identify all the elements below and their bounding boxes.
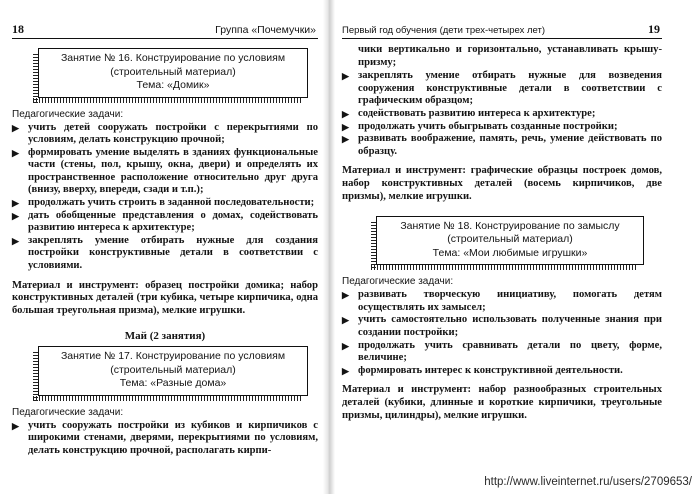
book-gutter [323, 0, 335, 494]
task-list-18 [342, 289, 662, 377]
lesson-box-16 [38, 48, 308, 98]
lesson-title: Занятие № 16. Конструирование по условиям [60, 52, 286, 64]
bullet-icon: ▶ [12, 147, 19, 158]
lesson-topic: Тема: «Домик» [136, 79, 210, 91]
lesson-title: Занятие № 18. Конструирование по замыслу [400, 219, 620, 232]
running-header [342, 22, 662, 39]
bullet-icon: ▶ [12, 122, 19, 133]
bullet-icon: ▶ [342, 121, 349, 132]
right-page-body [342, 44, 662, 423]
list-item: ▶ развивать воображение, память, речь, умение действовать по образцу. [342, 133, 662, 157]
bullet-icon: ▶ [12, 198, 19, 209]
lesson-subtitle: (строительный материал) [110, 65, 236, 78]
list-item: ▶ закреплять умение отбирать нужные для возведения сооружения конструктивные детали в соответствии с графическим образцом; [342, 70, 662, 107]
page-number: 19 [648, 22, 660, 36]
list-item: ▶ развивать творческую инициативу, помогать детям осуществлять их замысел; [342, 289, 662, 313]
continued-item-text: чики вертикально и горизонтально, устанавливать крышу-призму; [358, 44, 662, 68]
list-item: ▶ учить детей сооружать постройки с перекрытиями по условиям, делать конструкцию прочной; [12, 121, 318, 146]
lesson-topic: Тема: «Мои любимые игрушки» [432, 246, 588, 259]
lesson-box-18 [376, 216, 644, 266]
month-heading: Май (2 занятия) [124, 330, 206, 343]
bullet-icon: ▶ [12, 235, 19, 246]
lesson-box-17 [38, 346, 308, 396]
tasks-heading: Педагогические задачи: [342, 276, 454, 288]
bullet-icon: ▶ [342, 108, 349, 119]
bullet-icon: ▶ [342, 365, 349, 376]
lesson-title: Занятие № 17. Конструирование по условиям [60, 350, 286, 363]
bullet-icon: ▶ [342, 315, 349, 326]
bullet-icon: ▶ [342, 134, 349, 145]
list-item: ▶ содействовать развитию интереса к архитектуре; [342, 107, 596, 119]
list-item: ▶ продолжать учить обыгрывать созданные постройки; [342, 120, 618, 132]
list-item: ▶ продолжать учить строить в заданной последовательности; [12, 197, 315, 209]
bullet-icon: ▶ [12, 420, 19, 431]
running-head-title: Группа «Почемучки» [215, 24, 316, 36]
right-page [342, 0, 662, 494]
materials-paragraph: Материал и инструмент: образец постройки домика; набор конструктивных деталей (три кубика, четыре кирпичика, одна большая треугольная призма), мелкие игрушки. [12, 279, 318, 317]
bullet-icon: ▶ [342, 71, 349, 82]
tasks-heading: Педагогические задачи: [12, 406, 124, 418]
watermark-url: http://www.liveinternet.ru/users/2709653/ [484, 476, 692, 488]
list-item: ▶ закреплять умение отбирать нужные для создания постройки конструктивные детали в соответствии с условиями. [12, 234, 318, 272]
running-header [12, 22, 318, 39]
list-item: ▶ формировать интерес к конструктивной деятельности. [342, 364, 623, 376]
left-page-body [12, 44, 318, 457]
materials-paragraph: Материал и инструмент: набор разнообразных строительных деталей (кубики, длинные и короткие кирпичики, треугольные призмы, цилиндры), мелкие игрушки. [342, 384, 662, 421]
lesson-subtitle: (строительный материал) [447, 233, 573, 246]
list-item: ▶ формировать умение выделять в зданиях функциональные части (стены, пол, крышу, окна, двери) и определять их пространственное расположение относительно друг друга (внизу, вверху, впереди, сзади и т.п.); [12, 146, 318, 196]
task-list-17 [12, 420, 318, 458]
running-head-title: Первый год обучения (дети трех-четырех лет) [342, 25, 546, 36]
bullet-icon: ▶ [342, 340, 349, 351]
lesson-topic: Тема: «Разные дома» [119, 377, 227, 390]
list-item: ▶ продолжать учить сравнивать детали по цвету, форме, величине; [342, 339, 662, 364]
materials-paragraph: Материал и инструмент: графические образцы построек домов, набор конструктивных деталей (восемь кирпичиков, две призмы), мелкие игрушки. [342, 165, 662, 202]
bullet-icon: ▶ [12, 210, 19, 221]
list-item: ▶ учить самостоятельно использовать полученные знания при создании постройки; [342, 314, 662, 339]
left-page [12, 0, 318, 494]
task-list-16 [12, 122, 318, 273]
bullet-icon: ▶ [342, 290, 349, 301]
page-number: 18 [12, 22, 24, 36]
tasks-heading: Педагогические задачи: [12, 108, 124, 120]
list-item: ▶ учить сооружать постройки из кубиков и кирпичиков с широкими стенами, дверями, перекрытиями по условиям, делать конструкцию прочной, располагать кирпи- [12, 419, 318, 456]
list-item: ▶ дать обобщенные представления о домах, содействовать развитию интереса к архитектуре; [12, 209, 318, 234]
task-list-17-continued [342, 70, 662, 158]
lesson-subtitle: (строительный материал) [110, 363, 236, 376]
